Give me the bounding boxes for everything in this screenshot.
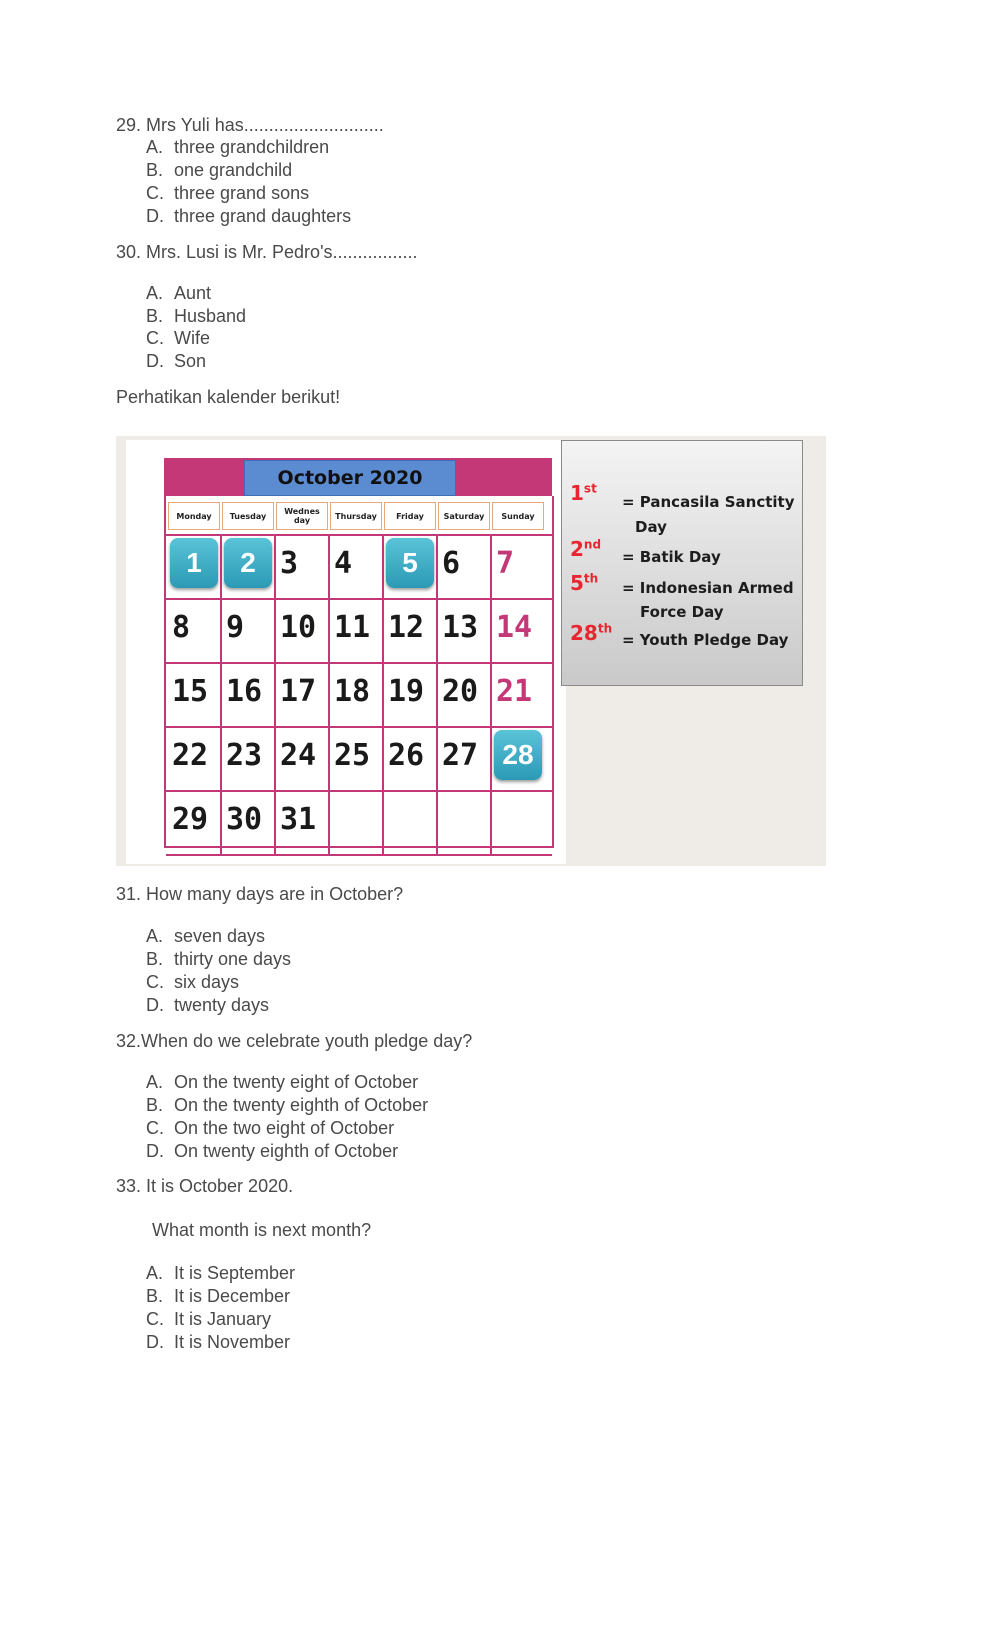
calendar-day: 31 bbox=[280, 802, 317, 837]
calendar-day: 7 bbox=[496, 546, 515, 581]
q30-option-a[interactable] bbox=[146, 283, 211, 304]
question-33-subquestion: What month is next month? bbox=[152, 1220, 372, 1240]
option-letter: B. bbox=[146, 1095, 164, 1115]
option-letter: B. bbox=[146, 306, 164, 326]
calendar-grid bbox=[164, 496, 554, 848]
question-30: 30. Mrs. Lusi is Mr. Pedro's................. bbox=[116, 242, 418, 262]
option-text: Aunt bbox=[174, 283, 212, 303]
option-letter: C. bbox=[146, 183, 164, 203]
legend-ordinal: 1st bbox=[570, 481, 597, 505]
q32-option-a[interactable] bbox=[146, 1072, 418, 1093]
weekday-header: Wednes day bbox=[276, 502, 328, 530]
option-letter: D. bbox=[146, 1332, 164, 1352]
option-letter: A. bbox=[146, 1263, 164, 1283]
calendar-day: 29 bbox=[172, 802, 209, 837]
calendar-title: October 2020 bbox=[244, 460, 456, 496]
calendar-day: 3 bbox=[280, 546, 299, 581]
q33-option-c[interactable] bbox=[146, 1309, 271, 1330]
question-31: 31. How many days are in October? bbox=[116, 884, 404, 904]
q29-option-a[interactable] bbox=[146, 137, 329, 158]
calendar-day: 9 bbox=[226, 610, 245, 645]
q31-option-d[interactable] bbox=[146, 995, 269, 1016]
option-letter: D. bbox=[146, 206, 164, 226]
highlighted-day: 2 bbox=[224, 538, 272, 588]
option-text: thirty one days bbox=[174, 949, 292, 969]
option-letter: C. bbox=[146, 1118, 164, 1138]
calendar-day: 8 bbox=[172, 610, 191, 645]
grid-line bbox=[166, 534, 552, 536]
option-text: On the twenty eight of October bbox=[174, 1072, 419, 1092]
calendar-day: 16 bbox=[226, 674, 263, 709]
question-32: 32.When do we celebrate youth pledge day? bbox=[116, 1031, 473, 1051]
calendar-day: 27 bbox=[442, 738, 479, 773]
option-text: On twenty eighth of October bbox=[174, 1141, 399, 1161]
option-text: It is September bbox=[174, 1263, 296, 1283]
option-text: three grandchildren bbox=[174, 137, 330, 157]
calendar-image bbox=[116, 436, 826, 866]
question-29: 29. Mrs Yuli has............................ bbox=[116, 115, 384, 135]
highlighted-day: 28 bbox=[494, 730, 542, 780]
option-text: Son bbox=[174, 351, 207, 371]
weekday-header: Tuesday bbox=[222, 502, 274, 530]
option-text: It is December bbox=[174, 1286, 291, 1306]
calendar-panel bbox=[126, 440, 566, 864]
q33-option-a[interactable] bbox=[146, 1263, 295, 1284]
instruction-text: Perhatikan kalender berikut! bbox=[116, 387, 341, 407]
weekday-header: Thursday bbox=[330, 502, 382, 530]
q32-option-b[interactable] bbox=[146, 1095, 428, 1116]
question-33: 33. It is October 2020. bbox=[116, 1176, 294, 1196]
option-text: It is November bbox=[174, 1332, 291, 1352]
option-letter: B. bbox=[146, 160, 164, 180]
calendar-day: 18 bbox=[334, 674, 371, 709]
option-letter: D. bbox=[146, 1141, 164, 1161]
grid-line bbox=[382, 534, 384, 854]
grid-line bbox=[220, 534, 222, 854]
weekday-header: Sunday bbox=[492, 502, 544, 530]
grid-line bbox=[166, 854, 552, 856]
option-text: six days bbox=[174, 972, 240, 992]
option-text: It is January bbox=[174, 1309, 272, 1329]
option-text: three grand sons bbox=[174, 183, 310, 203]
option-text: On the two eight of October bbox=[174, 1118, 395, 1138]
q29-option-b[interactable] bbox=[146, 160, 292, 181]
calendar-day: 22 bbox=[172, 738, 209, 773]
legend-text: Day bbox=[635, 518, 667, 536]
option-text: Husband bbox=[174, 306, 247, 326]
option-letter: B. bbox=[146, 1286, 164, 1306]
legend-text: = Youth Pledge Day bbox=[622, 631, 789, 649]
option-text: On the twenty eighth of October bbox=[174, 1095, 429, 1115]
option-text: one grandchild bbox=[174, 160, 293, 180]
calendar-day: 4 bbox=[334, 546, 353, 581]
calendar-day: 26 bbox=[388, 738, 425, 773]
grid-line bbox=[274, 534, 276, 854]
calendar-day: 20 bbox=[442, 674, 479, 709]
weekday-header: Saturday bbox=[438, 502, 490, 530]
legend-text: = Batik Day bbox=[622, 548, 721, 566]
option-letter: A. bbox=[146, 283, 164, 303]
legend-ordinal: 28th bbox=[570, 621, 613, 645]
option-letter: C. bbox=[146, 1309, 164, 1329]
calendar-day: 30 bbox=[226, 802, 263, 837]
calendar-day: 6 bbox=[442, 546, 461, 581]
q33-option-b[interactable] bbox=[146, 1286, 290, 1307]
option-letter: D. bbox=[146, 995, 164, 1015]
legend-text: = Indonesian Armed bbox=[622, 579, 794, 597]
legend-ordinal: 2nd bbox=[570, 537, 602, 561]
highlighted-day: 5 bbox=[386, 538, 434, 588]
option-letter: C. bbox=[146, 972, 164, 992]
grid-line bbox=[166, 662, 552, 664]
calendar-day: 17 bbox=[280, 674, 317, 709]
option-letter: C. bbox=[146, 328, 164, 348]
calendar-day: 19 bbox=[388, 674, 425, 709]
legend-text: = Pancasila Sanctity bbox=[622, 493, 795, 511]
holiday-legend bbox=[561, 440, 803, 686]
weekday-header: Friday bbox=[384, 502, 436, 530]
highlighted-day: 1 bbox=[170, 538, 218, 588]
calendar-day: 25 bbox=[334, 738, 371, 773]
calendar-day: 24 bbox=[280, 738, 317, 773]
option-text: twenty days bbox=[174, 995, 270, 1015]
calendar-day: 12 bbox=[388, 610, 425, 645]
q31-option-c[interactable] bbox=[146, 972, 239, 993]
q32-option-d[interactable] bbox=[146, 1141, 398, 1162]
calendar-day: 21 bbox=[496, 674, 533, 709]
legend-ordinal: 5th bbox=[570, 571, 599, 595]
option-letter: A. bbox=[146, 926, 164, 946]
q31-option-b[interactable] bbox=[146, 949, 291, 970]
grid-line bbox=[166, 790, 552, 792]
grid-line bbox=[436, 534, 438, 854]
calendar-day: 14 bbox=[496, 610, 533, 645]
legend-text: Force Day bbox=[640, 603, 724, 621]
option-letter: A. bbox=[146, 137, 164, 157]
option-letter: D. bbox=[146, 351, 164, 371]
option-letter: A. bbox=[146, 1072, 164, 1092]
calendar-day: 13 bbox=[442, 610, 479, 645]
q29-option-d[interactable] bbox=[146, 206, 351, 227]
grid-line bbox=[490, 534, 492, 854]
q32-option-c[interactable] bbox=[146, 1118, 394, 1139]
grid-line bbox=[166, 726, 552, 728]
option-text: three grand daughters bbox=[174, 206, 352, 226]
grid-line bbox=[328, 534, 330, 854]
calendar-day: 15 bbox=[172, 674, 209, 709]
q30-option-d[interactable] bbox=[146, 351, 206, 372]
option-text: Wife bbox=[174, 328, 210, 348]
weekday-header: Monday bbox=[168, 502, 220, 530]
q30-option-c[interactable] bbox=[146, 328, 210, 349]
grid-line bbox=[166, 598, 552, 600]
option-letter: B. bbox=[146, 949, 164, 969]
q33-option-d[interactable] bbox=[146, 1332, 290, 1353]
option-text: seven days bbox=[174, 926, 266, 946]
calendar-day: 10 bbox=[280, 610, 317, 645]
calendar-day: 23 bbox=[226, 738, 263, 773]
q31-option-a[interactable] bbox=[146, 926, 265, 947]
q29-option-c[interactable] bbox=[146, 183, 309, 204]
calendar-day: 11 bbox=[334, 610, 371, 645]
q30-option-b[interactable] bbox=[146, 306, 246, 327]
